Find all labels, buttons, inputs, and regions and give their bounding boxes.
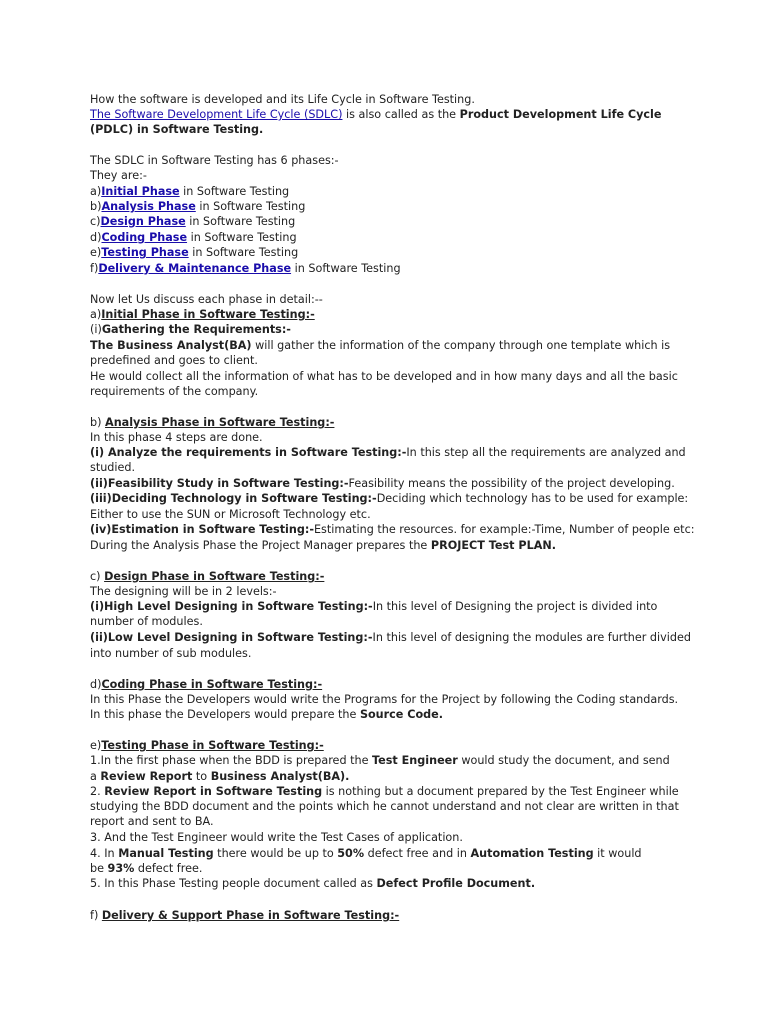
section-prefix: c)	[90, 570, 105, 583]
test-engineer-term: Test Engineer	[372, 754, 458, 767]
source-text: In this phase the Developers would prepare the	[90, 708, 360, 721]
testing-phase-link[interactable]: Testing Phase	[101, 246, 189, 259]
text-span: be	[90, 862, 108, 875]
item-prefix: e)	[90, 246, 102, 259]
design-heading-line	[90, 569, 324, 584]
testing-point-1-cont	[90, 769, 349, 784]
testing-heading-line	[90, 738, 324, 753]
text-span: defect free and in	[364, 847, 471, 860]
pdlc-line: (PDLC) in Software Testing.	[90, 123, 264, 136]
project-test-plan: PROJECT Test PLAN.	[430, 539, 556, 552]
ba-term: The Business Analyst(BA)	[90, 339, 252, 352]
they-are: They are:-	[90, 169, 147, 182]
gathering-heading: Gathering the Requirements:-	[101, 323, 291, 336]
testing-heading: Testing Phase in Software Testing:-	[101, 739, 324, 752]
text-line: The designing will be in 2 levels:-	[90, 585, 277, 598]
defect-profile-term: Defect Profile Document.	[376, 877, 536, 890]
item-suffix: in Software Testing	[195, 200, 306, 213]
step-label: (i) Analyze the requirements in Software Testing:-	[90, 446, 407, 459]
phase-list-item	[90, 214, 295, 229]
analysis-heading: Analysis Phase in Software Testing:-	[105, 416, 335, 429]
step-label: (iv)Estimation in Software Testing:-	[90, 523, 314, 536]
text-span: there would be up to	[213, 847, 338, 860]
delivery-heading-line	[90, 908, 399, 923]
testing-point-5	[90, 876, 535, 891]
manual-testing-term: Manual Testing	[118, 847, 214, 860]
level-text: In this level of designing the modules are further divided	[372, 631, 691, 644]
ba-line	[90, 338, 670, 353]
analysis-step-4	[90, 522, 694, 537]
phase-list-item	[90, 245, 298, 260]
text-span: it would	[593, 847, 642, 860]
text-span: 5. In this Phase Testing people document called as	[90, 877, 377, 890]
text-line: number of modules.	[90, 615, 203, 628]
step-label: (ii)Feasibility Study in Software Testing:-	[90, 477, 349, 490]
step-text: Deciding which technology has to be used for example:	[376, 492, 689, 505]
also-called-text: is also called as the	[342, 108, 460, 121]
intro-text: How the software is developed and its Life Cycle in Software Testing.	[90, 93, 475, 106]
item-suffix: in Software Testing	[185, 215, 296, 228]
initial-phase-link[interactable]: Initial Phase	[101, 185, 180, 198]
phase-list-item	[90, 230, 297, 245]
item-suffix: in Software Testing	[187, 231, 297, 244]
delivery-phase-link[interactable]: Delivery & Maintenance Phase	[98, 262, 292, 275]
section-prefix: e)	[90, 739, 102, 752]
phase-list-item	[90, 261, 401, 276]
phase-list-item	[90, 184, 289, 199]
text-span: 4. In	[90, 847, 119, 860]
review-report-term: Review Report	[100, 770, 193, 783]
text-line: requirements of the company.	[90, 385, 259, 398]
step-label: (iii)Deciding Technology in Software Testing:-	[90, 492, 377, 505]
phases-intro: The SDLC in Software Testing has 6 phases:-	[90, 154, 339, 167]
text-span: 2.	[90, 785, 105, 798]
level-text: In this level of Designing the project is divided into	[372, 600, 658, 613]
sub-prefix: (i)	[90, 323, 102, 336]
step-text: Estimating the resources. for example:-Time, Number of people etc:	[313, 523, 695, 536]
text-span: 1.In the first phase when the BDD is prepared the	[90, 754, 373, 767]
testing-point-4-cont	[90, 861, 202, 876]
item-prefix: d)	[90, 231, 102, 244]
text-line: studying the BDD document and the points which he cannot understand and not clear are written in that	[90, 800, 679, 813]
text-span: a	[90, 770, 101, 783]
item-prefix: a)	[90, 185, 102, 198]
testing-point-3: 3. And the Test Engineer would write the Test Cases of application.	[90, 831, 463, 844]
analysis-phase-link[interactable]: Analysis Phase	[101, 200, 196, 213]
percent-value: 93%	[107, 862, 135, 875]
text-line: Either to use the SUN or Microsoft Technology etc.	[90, 508, 371, 521]
text-line: report and sent to BA.	[90, 815, 214, 828]
design-level-1	[90, 599, 657, 614]
testing-point-4	[90, 846, 642, 861]
analysis-step-1	[90, 445, 686, 460]
text-line: In this phase 4 steps are done.	[90, 431, 263, 444]
text-span: is nothing but a document prepared by the Test Engineer while	[322, 785, 679, 798]
text-line: In this Phase the Developers would write the Programs for the Project by following the Coding standards.	[90, 693, 679, 706]
text-span: defect free.	[134, 862, 203, 875]
pdlc-text: Product Development Life Cycle	[459, 108, 662, 121]
ba-text: will gather the information of the company through one template which is	[251, 339, 671, 352]
discuss-line: Now let Us discuss each phase in detail:--	[90, 293, 323, 306]
text-line: predefined and goes to client.	[90, 354, 258, 367]
testing-point-2	[90, 784, 679, 799]
level-label: (i)High Level Designing in Software Testing:-	[90, 600, 373, 613]
analysis-step-3	[90, 491, 688, 506]
item-prefix: f)	[90, 262, 99, 275]
pm-text: During the Analysis Phase the Project Manager prepares the	[90, 539, 431, 552]
sdlc-line	[90, 107, 661, 122]
automation-testing-term: Automation Testing	[470, 847, 594, 860]
section-prefix: a)	[90, 308, 102, 321]
design-heading: Design Phase in Software Testing:-	[104, 570, 325, 583]
intro-line	[90, 92, 475, 107]
text-span: would study the document, and send	[457, 754, 670, 767]
item-prefix: c)	[90, 215, 101, 228]
section-prefix: f)	[90, 909, 102, 922]
item-suffix: in Software Testing	[291, 262, 401, 275]
step-text: Feasibility means the possibility of the project developing.	[348, 477, 675, 490]
initial-heading-line	[90, 307, 315, 322]
section-prefix: b)	[90, 416, 106, 429]
source-code-term: Source Code.	[359, 708, 444, 721]
gathering-line	[90, 322, 291, 337]
section-prefix: d)	[90, 678, 102, 691]
item-suffix: in Software Testing	[179, 185, 290, 198]
design-phase-link[interactable]: Design Phase	[100, 215, 186, 228]
text-span: to	[192, 770, 211, 783]
coding-phase-link[interactable]: Coding Phase	[101, 231, 188, 244]
text-line: studied.	[90, 461, 136, 474]
item-suffix: in Software Testing	[188, 246, 299, 259]
initial-heading: Initial Phase in Software Testing:-	[101, 308, 315, 321]
phase-list-item	[90, 199, 305, 214]
text-line: He would collect all the information of what has to be developed and in how many days and all the basic	[90, 370, 678, 383]
coding-heading: Coding Phase in Software Testing:-	[101, 678, 323, 691]
text-line: into number of sub modules.	[90, 647, 252, 660]
analysis-step-2	[90, 476, 675, 491]
design-level-2	[90, 630, 691, 645]
level-label: (ii)Low Level Designing in Software Testing:-	[90, 631, 373, 644]
sdlc-link[interactable]: The Software Development Life Cycle (SDLC)	[90, 108, 343, 121]
ba-term: Business Analyst(BA).	[210, 770, 350, 783]
step-text: In this step all the requirements are analyzed and	[406, 446, 686, 459]
delivery-heading: Delivery & Support Phase in Software Testing:-	[101, 909, 400, 922]
pm-line	[90, 538, 556, 553]
source-code-line	[90, 707, 443, 722]
analysis-heading-line	[90, 415, 334, 430]
testing-point-1	[90, 753, 670, 768]
percent-value: 50%	[337, 847, 365, 860]
coding-heading-line	[90, 677, 322, 692]
review-report-term: Review Report in Software Testing	[104, 785, 323, 798]
item-prefix: b)	[90, 200, 102, 213]
